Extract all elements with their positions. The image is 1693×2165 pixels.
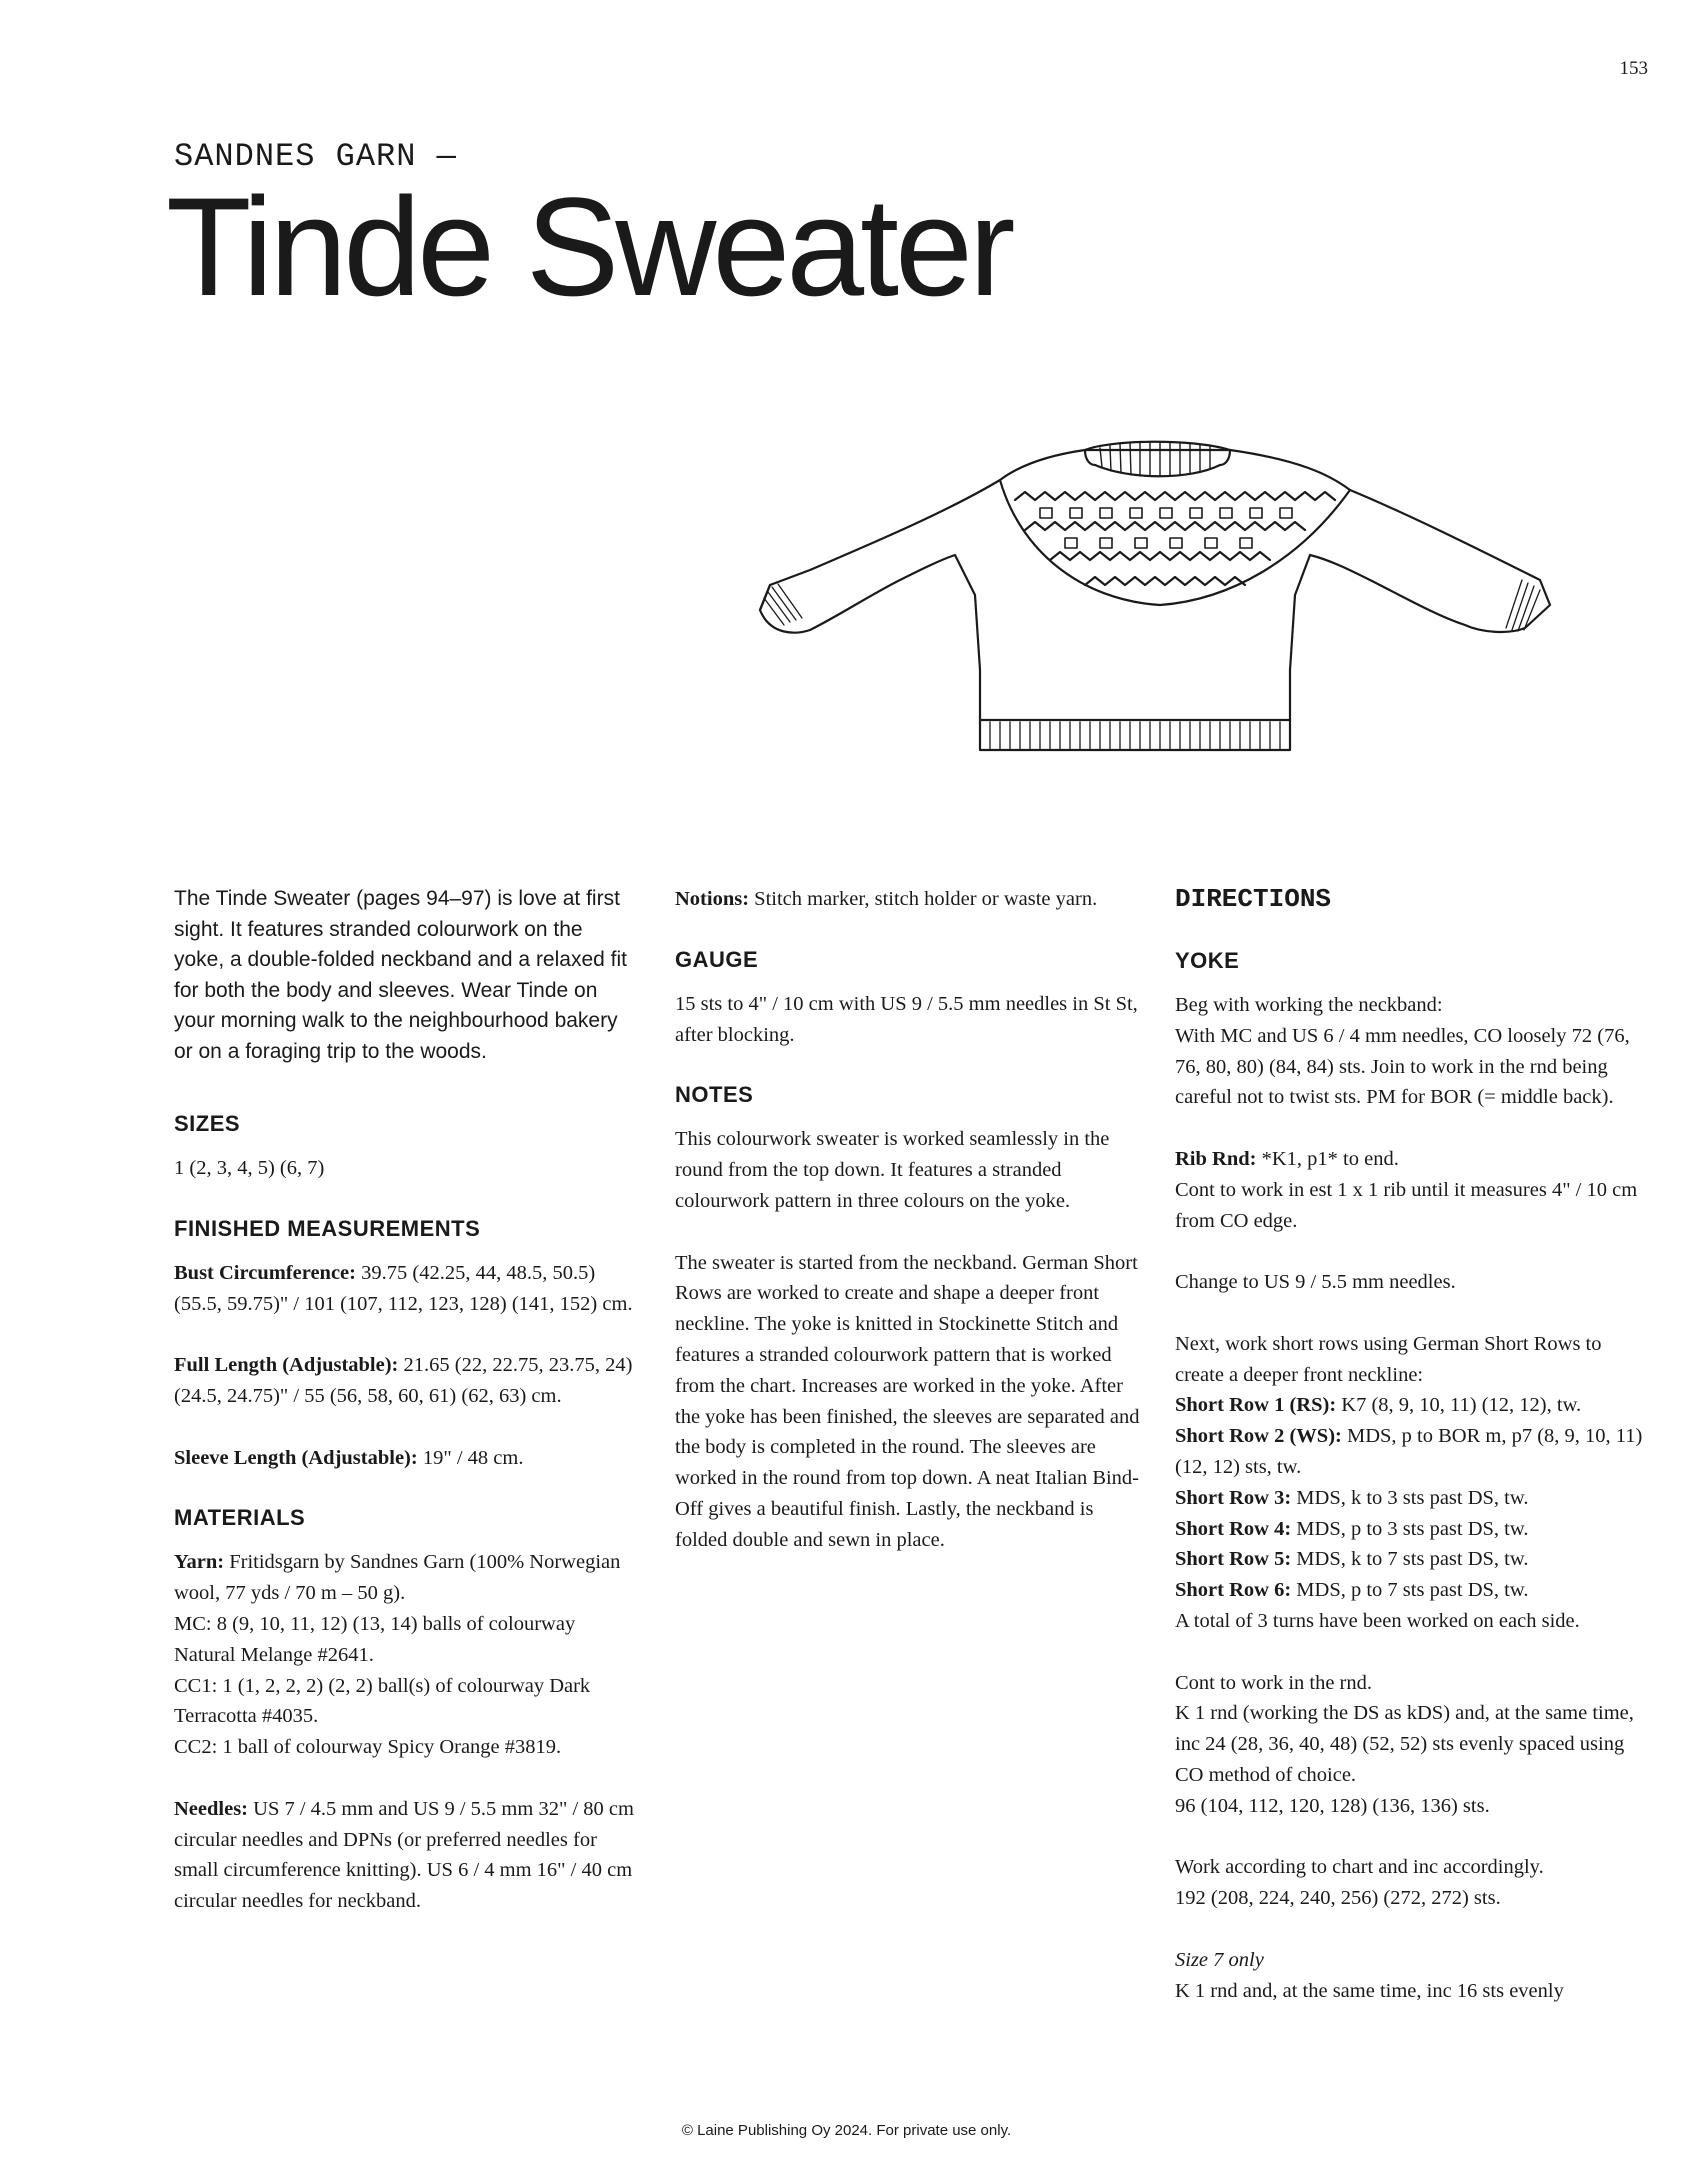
- short-rows-intro: Next, work short rows using German Short Rows to create a deeper front neckline:: [1175, 1332, 1602, 1386]
- turns-total: A total of 3 turns have been worked on each side.: [1175, 1609, 1580, 1632]
- change-needles: Change to US 9 / 5.5 mm needles.: [1175, 1271, 1456, 1294]
- page-title: Tinde Sweater: [166, 168, 1012, 325]
- rib-label: Rib Rnd:: [1175, 1147, 1257, 1170]
- neckband-cast-on: With MC and US 6 / 4 mm needles, CO loosely 72 (76, 76, 80, 80) (84, 84) sts. Join to work in the rnd being careful not to twist sts. PM for BOR (= middle back).: [1175, 1024, 1630, 1109]
- gauge-heading: GAUGE: [675, 946, 759, 972]
- yarn-mc: MC: 8 (9, 10, 11, 12) (13, 14) balls of colourway Natural Melange #2641.: [174, 1612, 576, 1666]
- notions: [675, 884, 1140, 915]
- short-row-1-value: K7 (8, 9, 10, 11) (12, 12), tw.: [1336, 1394, 1582, 1417]
- bust-circumference: [174, 1258, 634, 1320]
- intro-paragraph: The Tinde Sweater (pages 94–97) is love at first sight. It features stranded colourwork on the yoke, a double-folded neckband and a relaxed fit for both the body and sleeves. Wear Tinde on your morning walk to the neighbourhood bakery or on a foraging trip to the woods.: [174, 887, 627, 1063]
- chart-instruction: Work according to chart and inc accordingly.: [1175, 1856, 1544, 1879]
- column-middle: [675, 884, 1140, 1556]
- finished-measurements-heading: FINISHED MEASUREMENTS: [174, 1215, 481, 1241]
- short-row-1: [1175, 1390, 1645, 1421]
- column-right: [1175, 884, 1645, 2006]
- sleeve-length: [174, 1443, 634, 1474]
- stitch-count-1: 96 (104, 112, 120, 128) (136, 136) sts.: [1175, 1794, 1490, 1817]
- short-row-5-value: MDS, k to 7 sts past DS, tw.: [1291, 1548, 1529, 1571]
- sizes-heading: SIZES: [174, 1111, 241, 1136]
- needles: [174, 1794, 634, 1917]
- rib-round: [1175, 1144, 1645, 1175]
- directions-heading: DIRECTIONS: [1175, 884, 1332, 914]
- short-row-3-label: Short Row 3:: [1175, 1486, 1292, 1509]
- notions-label: Notions:: [675, 888, 750, 910]
- rib-continue: Cont to work in est 1 x 1 rib until it measures 4" / 10 cm from CO edge.: [1175, 1178, 1638, 1232]
- rib-value: *K1, p1* to end.: [1256, 1147, 1399, 1170]
- full-length: [174, 1350, 634, 1412]
- designer-kicker: SANDNES GARN —: [174, 138, 457, 175]
- sizes-text: 1 (2, 3, 4, 5) (6, 7): [174, 1157, 325, 1179]
- short-row-3: [1175, 1483, 1645, 1514]
- yarn-value: Fritidsgarn by Sandnes Garn (100% Norwegian wool, 77 yds / 70 m – 50 g).: [174, 1551, 621, 1605]
- yarn-cc1: CC1: 1 (1, 2, 2, 2) (2, 2) ball(s) of colourway Dark Terracotta #4035.: [174, 1674, 591, 1728]
- short-row-4-value: MDS, p to 3 sts past DS, tw.: [1291, 1517, 1529, 1540]
- needles-value: US 7 / 4.5 mm and US 9 / 5.5 mm 32" / 80 cm circular needles and DPNs (or preferred needles for small circumference knitting). US 6 / 4 mm 16" / 40 cm circular needles for neckband.: [174, 1797, 634, 1913]
- length-label: Full Length (Adjustable):: [174, 1354, 399, 1377]
- notes-heading: NOTES: [675, 1082, 754, 1108]
- bust-value: 39.75 (42.25, 44, 48.5, 50.5) (55.5, 59.75)" / 101 (107, 112, 123, 128) (141, 152) cm.: [174, 1261, 633, 1315]
- short-row-6-label: Short Row 6:: [1175, 1579, 1292, 1602]
- short-row-2-label: Short Row 2 (WS):: [1175, 1425, 1342, 1448]
- notions-value: Stitch marker, stitch holder or waste yarn.: [749, 888, 1098, 910]
- stitch-count-2: 192 (208, 224, 240, 256) (272, 272) sts.: [1175, 1887, 1501, 1910]
- size-7-italic: Size 7 only: [1175, 1948, 1264, 1971]
- short-row-4-label: Short Row 4:: [1175, 1517, 1292, 1540]
- page-number: 153: [1619, 58, 1648, 79]
- yoke-heading: YOKE: [1175, 948, 1240, 973]
- continue-round: Cont to work in the rnd.: [1175, 1671, 1373, 1694]
- short-row-3-value: MDS, k to 3 sts past DS, tw.: [1291, 1486, 1529, 1509]
- short-row-2-value: MDS, p to BOR m, p7 (8, 9, 10, 11) (12, 12) sts, tw.: [1175, 1425, 1643, 1478]
- short-row-6-value: MDS, p to 7 sts past DS, tw.: [1291, 1579, 1529, 1602]
- short-row-2: [1175, 1421, 1645, 1483]
- short-row-1-label: Short Row 1 (RS):: [1175, 1394, 1337, 1417]
- sleeve-value: 19" / 48 cm.: [417, 1446, 524, 1469]
- footer-copyright: © Laine Publishing Oy 2024. For private use only.: [681, 2122, 1012, 2139]
- short-row-4: [1175, 1514, 1645, 1545]
- size-7-label: [1175, 1945, 1645, 1976]
- size-7-text: K 1 rnd and, at the same time, inc 16 sts evenly: [1175, 1979, 1564, 2002]
- yarn-label: Yarn:: [174, 1551, 225, 1574]
- materials-heading: MATERIALS: [174, 1505, 306, 1531]
- sleeve-label: Sleeve Length (Adjustable):: [174, 1446, 418, 1469]
- notes-paragraph-1: This colourwork sweater is worked seamlessly in the round from the top down. It features a stranded colourwork pattern in three colours on the yoke.: [675, 1128, 1110, 1212]
- needles-label: Needles:: [174, 1797, 249, 1820]
- bust-label: Bust Circumference:: [174, 1261, 356, 1284]
- neckband-intro: Beg with working the neckband:: [1175, 994, 1443, 1016]
- yarn: [174, 1547, 634, 1609]
- short-row-5: [1175, 1544, 1645, 1575]
- gauge-text: 15 sts to 4" / 10 cm with US 9 / 5.5 mm needles in St St, after blocking.: [675, 992, 1138, 1046]
- length-value: 21.65 (22, 22.75, 23.75, 24) (24.5, 24.75)" / 55 (56, 58, 60, 61) (62, 63) cm.: [174, 1354, 633, 1407]
- yarn-cc2: CC2: 1 ball of colourway Spicy Orange #3819.: [174, 1736, 562, 1759]
- notes-paragraph-2: The sweater is started from the neckband. German Short Rows are worked to create and shape a deeper front neckline. The yoke is knitted in Stockinette Stitch and features a stranded colourwork pattern that is worked from the chart. Increases are worked in the yoke. After the yoke has been finished, the sleeves are separated and the body is completed in the round. The sleeves are worked in the round from top down. A neat Italian Bind-Off gives a beautiful finish. Lastly, the neckband is folded double and sewn in place.: [675, 1251, 1140, 1551]
- sweater-illustration: [750, 420, 1560, 800]
- increase-round: K 1 rnd (working the DS as kDS) and, at the same time, inc 24 (28, 36, 40, 48) (52, 52) sts evenly spaced using CO method of choice.: [1175, 1702, 1634, 1786]
- short-row-6: [1175, 1575, 1645, 1606]
- column-left: [174, 884, 634, 1917]
- short-row-5-label: Short Row 5:: [1175, 1548, 1292, 1571]
